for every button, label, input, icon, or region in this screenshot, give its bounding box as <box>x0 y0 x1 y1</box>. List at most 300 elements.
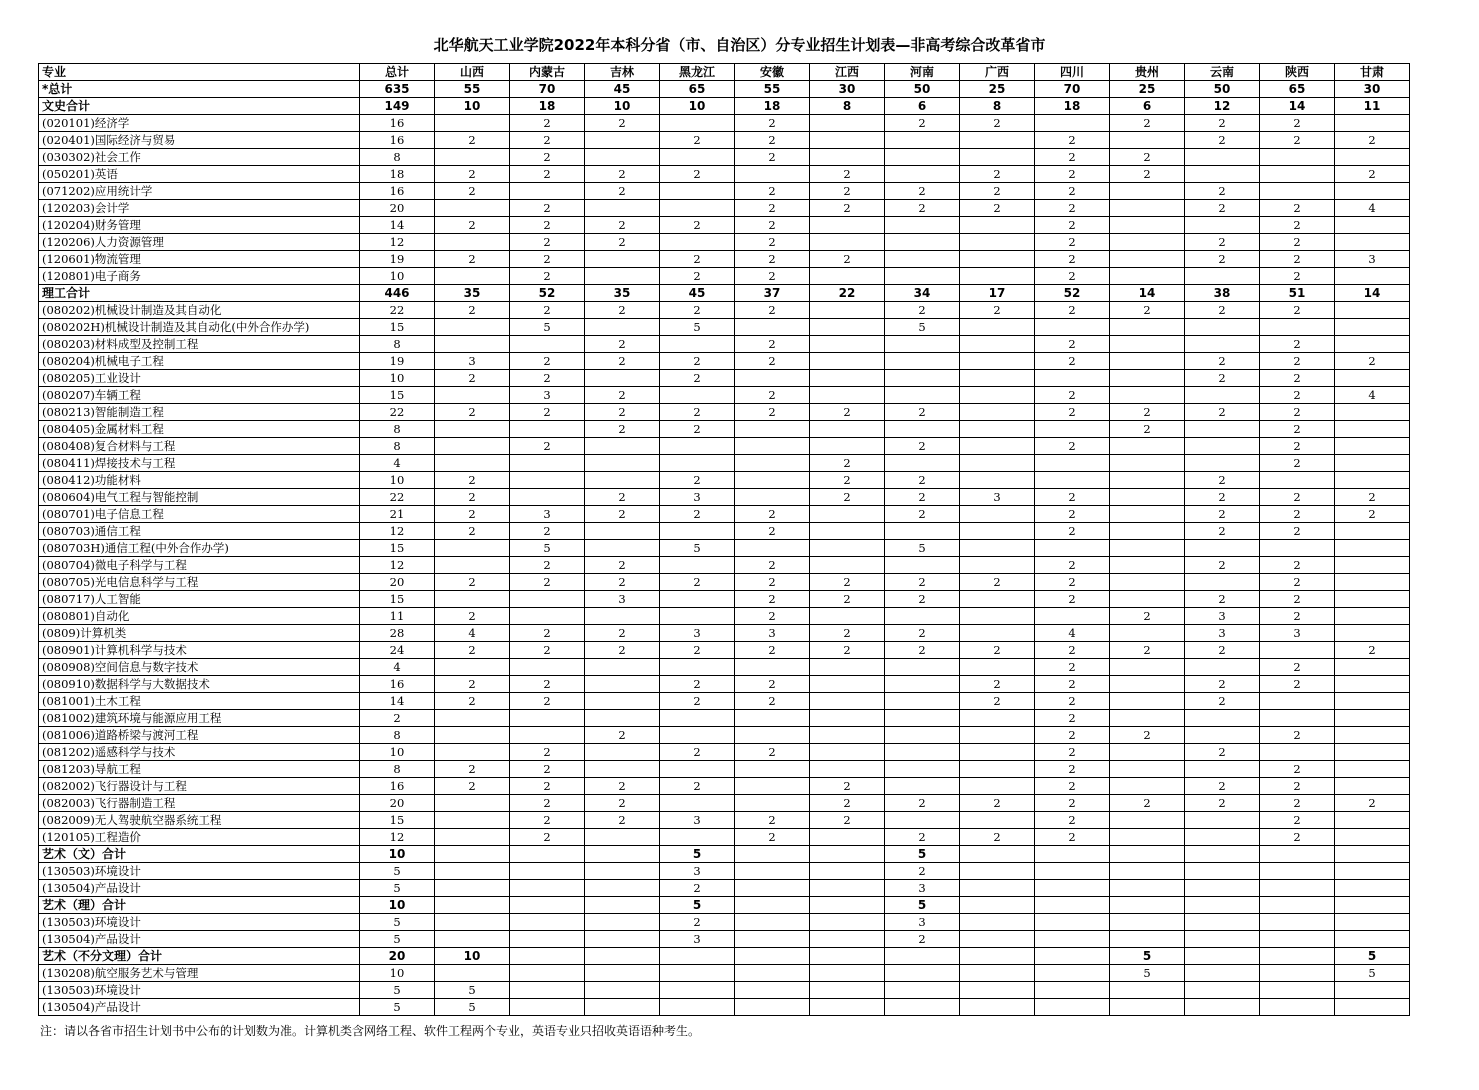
table-row <box>39 557 1410 574</box>
quota-cell <box>810 149 885 166</box>
quota-cell <box>810 982 885 999</box>
quota-cell: 5 <box>360 931 435 948</box>
quota-cell <box>735 982 810 999</box>
quota-cell <box>960 472 1035 489</box>
quota-cell: 2 <box>1260 574 1335 591</box>
quota-cell: 2 <box>1185 744 1260 761</box>
quota-cell: 30 <box>810 81 885 98</box>
quota-cell <box>1110 506 1185 523</box>
quota-cell <box>735 489 810 506</box>
quota-cell: 34 <box>885 285 960 302</box>
quota-cell <box>735 931 810 948</box>
table-row <box>39 676 1410 693</box>
quota-cell <box>585 693 660 710</box>
quota-cell: 2 <box>735 149 810 166</box>
quota-cell <box>735 965 810 982</box>
major-name-cell: (080203)材料成型及控制工程 <box>39 336 360 353</box>
quota-cell <box>435 115 510 132</box>
quota-cell <box>960 948 1035 965</box>
major-name-cell: *总计 <box>39 81 360 98</box>
quota-cell: 3 <box>435 353 510 370</box>
header-cell: 安徽 <box>735 64 810 81</box>
table-row <box>39 659 1410 676</box>
quota-cell: 2 <box>585 217 660 234</box>
quota-cell <box>810 693 885 710</box>
quota-cell: 8 <box>360 149 435 166</box>
quota-cell <box>510 982 585 999</box>
major-name-cell: (080703)通信工程 <box>39 523 360 540</box>
quota-cell: 15 <box>360 591 435 608</box>
subtotal-row <box>39 948 1410 965</box>
quota-cell <box>1335 591 1410 608</box>
table-row <box>39 914 1410 931</box>
quota-cell: 14 <box>360 693 435 710</box>
major-name-cell: (120601)物流管理 <box>39 251 360 268</box>
quota-cell: 2 <box>510 115 585 132</box>
quota-cell: 2 <box>660 370 735 387</box>
quota-cell <box>960 217 1035 234</box>
header-cell: 总计 <box>360 64 435 81</box>
quota-cell: 2 <box>960 574 1035 591</box>
quota-cell <box>585 982 660 999</box>
quota-cell <box>1185 829 1260 846</box>
quota-cell: 2 <box>960 795 1035 812</box>
quota-cell: 4 <box>1335 200 1410 217</box>
quota-cell <box>960 149 1035 166</box>
quota-cell: 2 <box>810 166 885 183</box>
quota-cell: 2 <box>1110 166 1185 183</box>
quota-cell <box>510 846 585 863</box>
quota-cell <box>1110 319 1185 336</box>
quota-cell: 2 <box>1035 404 1110 421</box>
quota-cell <box>960 727 1035 744</box>
quota-cell <box>585 438 660 455</box>
quota-cell: 2 <box>735 693 810 710</box>
quota-cell <box>1260 931 1335 948</box>
quota-cell: 2 <box>510 370 585 387</box>
table-row <box>39 234 1410 251</box>
major-name-cell: (080703H)通信工程(中外合作办学) <box>39 540 360 557</box>
quota-cell <box>810 676 885 693</box>
quota-cell <box>1035 948 1110 965</box>
quota-cell <box>435 744 510 761</box>
quota-cell: 5 <box>1335 948 1410 965</box>
quota-cell: 2 <box>435 217 510 234</box>
quota-cell: 2 <box>735 200 810 217</box>
quota-cell <box>1110 914 1185 931</box>
quota-cell: 635 <box>360 81 435 98</box>
quota-cell <box>1335 115 1410 132</box>
table-row <box>39 778 1410 795</box>
major-name-cell: (030302)社会工作 <box>39 149 360 166</box>
quota-cell: 2 <box>735 608 810 625</box>
quota-cell <box>810 319 885 336</box>
quota-cell <box>660 795 735 812</box>
quota-cell: 5 <box>360 914 435 931</box>
table-row <box>39 608 1410 625</box>
quota-cell <box>1110 693 1185 710</box>
quota-cell <box>810 999 885 1016</box>
major-name-cell: (130503)环境设计 <box>39 982 360 999</box>
quota-cell: 2 <box>960 676 1035 693</box>
quota-cell <box>735 540 810 557</box>
quota-cell <box>735 455 810 472</box>
quota-cell: 2 <box>735 217 810 234</box>
quota-cell <box>1260 880 1335 897</box>
quota-cell: 14 <box>1110 285 1185 302</box>
quota-cell <box>885 608 960 625</box>
quota-cell: 446 <box>360 285 435 302</box>
table-row <box>39 625 1410 642</box>
quota-cell: 2 <box>1035 489 1110 506</box>
quota-cell: 2 <box>660 574 735 591</box>
quota-cell <box>1260 982 1335 999</box>
quota-cell <box>1260 183 1335 200</box>
quota-cell: 2 <box>1260 557 1335 574</box>
quota-cell <box>435 455 510 472</box>
quota-cell: 3 <box>1185 625 1260 642</box>
quota-cell <box>435 387 510 404</box>
major-name-cell: (071202)应用统计学 <box>39 183 360 200</box>
quota-cell <box>660 659 735 676</box>
quota-cell <box>585 455 660 472</box>
quota-cell: 2 <box>810 404 885 421</box>
quota-cell: 2 <box>585 404 660 421</box>
header-cell: 江西 <box>810 64 885 81</box>
quota-cell <box>885 557 960 574</box>
quota-cell <box>1110 880 1185 897</box>
table-row <box>39 795 1410 812</box>
quota-cell <box>1335 472 1410 489</box>
quota-cell: 2 <box>1110 421 1185 438</box>
quota-cell: 2 <box>585 336 660 353</box>
quota-cell: 18 <box>735 98 810 115</box>
quota-cell: 8 <box>360 727 435 744</box>
quota-cell: 17 <box>960 285 1035 302</box>
quota-cell <box>1335 710 1410 727</box>
quota-cell <box>1260 965 1335 982</box>
quota-cell <box>885 353 960 370</box>
quota-cell: 2 <box>435 489 510 506</box>
quota-cell <box>735 659 810 676</box>
quota-cell: 2 <box>660 642 735 659</box>
quota-cell <box>1335 149 1410 166</box>
quota-cell: 2 <box>1110 302 1185 319</box>
quota-cell: 2 <box>885 625 960 642</box>
quota-cell: 3 <box>660 625 735 642</box>
major-name-cell: (130208)航空服务艺术与管理 <box>39 965 360 982</box>
quota-cell <box>885 251 960 268</box>
quota-cell <box>585 676 660 693</box>
quota-cell: 2 <box>1035 659 1110 676</box>
quota-cell <box>885 659 960 676</box>
quota-cell: 2 <box>1035 438 1110 455</box>
quota-cell <box>810 829 885 846</box>
major-name-cell: (120203)会计学 <box>39 200 360 217</box>
table-row <box>39 183 1410 200</box>
quota-cell <box>885 965 960 982</box>
table-row <box>39 591 1410 608</box>
quota-cell <box>1110 710 1185 727</box>
quota-cell: 16 <box>360 778 435 795</box>
quota-cell <box>885 132 960 149</box>
quota-cell <box>810 353 885 370</box>
table-row <box>39 829 1410 846</box>
quota-cell <box>1335 761 1410 778</box>
quota-cell: 2 <box>1260 778 1335 795</box>
quota-cell <box>660 727 735 744</box>
quota-cell <box>960 744 1035 761</box>
quota-cell: 65 <box>1260 81 1335 98</box>
quota-cell: 14 <box>360 217 435 234</box>
quota-cell <box>810 659 885 676</box>
quota-cell: 5 <box>510 540 585 557</box>
quota-cell <box>435 897 510 914</box>
table-row <box>39 251 1410 268</box>
quota-cell <box>1185 438 1260 455</box>
quota-cell: 12 <box>360 829 435 846</box>
quota-cell: 5 <box>885 846 960 863</box>
quota-cell: 2 <box>1185 183 1260 200</box>
quota-cell <box>585 523 660 540</box>
quota-cell: 2 <box>1035 336 1110 353</box>
quota-cell <box>585 200 660 217</box>
quota-cell: 3 <box>1335 251 1410 268</box>
quota-cell: 5 <box>1335 965 1410 982</box>
quota-cell: 2 <box>435 370 510 387</box>
quota-cell: 2 <box>735 642 810 659</box>
enrollment-plan-table <box>38 63 1410 1016</box>
quota-cell: 2 <box>735 506 810 523</box>
quota-cell: 2 <box>1335 795 1410 812</box>
quota-cell: 2 <box>735 591 810 608</box>
quota-cell: 2 <box>660 880 735 897</box>
quota-cell <box>960 965 1035 982</box>
quota-cell <box>735 914 810 931</box>
table-row <box>39 727 1410 744</box>
quota-cell: 2 <box>585 115 660 132</box>
quota-cell <box>1335 812 1410 829</box>
quota-cell: 2 <box>1035 795 1110 812</box>
quota-cell <box>960 540 1035 557</box>
quota-cell <box>510 710 585 727</box>
quota-cell: 2 <box>1260 353 1335 370</box>
table-row <box>39 200 1410 217</box>
table-row <box>39 353 1410 370</box>
quota-cell <box>585 659 660 676</box>
quota-cell <box>960 591 1035 608</box>
quota-cell: 2 <box>1035 829 1110 846</box>
table-row <box>39 931 1410 948</box>
quota-cell <box>435 829 510 846</box>
major-name-cell: (080705)光电信息科学与工程 <box>39 574 360 591</box>
quota-cell <box>960 812 1035 829</box>
quota-cell: 2 <box>1335 166 1410 183</box>
quota-cell <box>660 438 735 455</box>
quota-cell <box>435 710 510 727</box>
quota-cell: 2 <box>1260 438 1335 455</box>
header-cell: 广西 <box>960 64 1035 81</box>
quota-cell <box>1035 455 1110 472</box>
quota-cell <box>1335 404 1410 421</box>
table-row <box>39 132 1410 149</box>
quota-cell: 5 <box>360 982 435 999</box>
quota-cell: 2 <box>735 115 810 132</box>
major-name-cell: 艺术（文）合计 <box>39 846 360 863</box>
quota-cell: 2 <box>1335 506 1410 523</box>
quota-cell: 2 <box>660 217 735 234</box>
quota-cell <box>1035 999 1110 1016</box>
quota-cell: 2 <box>1035 149 1110 166</box>
quota-cell: 50 <box>1185 81 1260 98</box>
quota-cell <box>1185 761 1260 778</box>
quota-cell: 2 <box>510 217 585 234</box>
quota-cell: 2 <box>510 353 585 370</box>
quota-cell: 3 <box>660 812 735 829</box>
quota-cell: 2 <box>960 183 1035 200</box>
major-name-cell: (080202H)机械设计制造及其自动化(中外合作办学) <box>39 319 360 336</box>
quota-cell: 2 <box>735 557 810 574</box>
quota-cell: 5 <box>1110 948 1185 965</box>
quota-cell: 2 <box>1035 591 1110 608</box>
quota-cell: 2 <box>585 778 660 795</box>
table-row <box>39 744 1410 761</box>
quota-cell <box>1035 982 1110 999</box>
quota-cell <box>1335 574 1410 591</box>
header-cell: 云南 <box>1185 64 1260 81</box>
quota-cell: 2 <box>660 353 735 370</box>
quota-cell <box>510 948 585 965</box>
quota-cell: 2 <box>1110 404 1185 421</box>
quota-cell <box>960 625 1035 642</box>
quota-cell <box>1110 676 1185 693</box>
quota-cell: 2 <box>1260 523 1335 540</box>
quota-cell: 2 <box>1185 693 1260 710</box>
quota-cell <box>660 523 735 540</box>
quota-cell: 2 <box>435 676 510 693</box>
quota-cell: 2 <box>1035 268 1110 285</box>
quota-cell <box>960 404 1035 421</box>
quota-cell: 2 <box>660 268 735 285</box>
quota-cell: 45 <box>585 81 660 98</box>
quota-cell <box>960 268 1035 285</box>
quota-cell: 2 <box>1260 387 1335 404</box>
quota-cell <box>1335 846 1410 863</box>
quota-cell <box>960 880 1035 897</box>
quota-cell: 55 <box>735 81 810 98</box>
quota-cell: 2 <box>885 642 960 659</box>
major-name-cell: (130503)环境设计 <box>39 863 360 880</box>
quota-cell: 2 <box>1035 387 1110 404</box>
quota-cell <box>1185 812 1260 829</box>
quota-cell <box>885 761 960 778</box>
quota-cell <box>510 608 585 625</box>
quota-cell <box>585 744 660 761</box>
quota-cell: 2 <box>885 404 960 421</box>
table-row <box>39 506 1410 523</box>
quota-cell: 2 <box>735 268 810 285</box>
quota-cell: 2 <box>1035 200 1110 217</box>
quota-cell <box>1335 897 1410 914</box>
quota-cell <box>510 421 585 438</box>
subtotal-row <box>39 98 1410 115</box>
quota-cell: 52 <box>510 285 585 302</box>
quota-cell: 2 <box>585 421 660 438</box>
quota-cell <box>660 115 735 132</box>
quota-cell <box>1110 863 1185 880</box>
quota-cell: 2 <box>1260 591 1335 608</box>
quota-cell <box>1335 914 1410 931</box>
quota-cell <box>660 591 735 608</box>
quota-cell: 2 <box>1185 506 1260 523</box>
quota-cell <box>435 149 510 166</box>
major-name-cell: (120105)工程造价 <box>39 829 360 846</box>
quota-cell: 10 <box>360 744 435 761</box>
quota-cell: 2 <box>1185 251 1260 268</box>
quota-cell: 3 <box>885 880 960 897</box>
quota-cell: 2 <box>435 506 510 523</box>
quota-cell <box>510 591 585 608</box>
major-name-cell: (080408)复合材料与工程 <box>39 438 360 455</box>
quota-cell: 2 <box>810 251 885 268</box>
quota-cell: 16 <box>360 115 435 132</box>
quota-cell: 2 <box>585 234 660 251</box>
quota-cell: 2 <box>510 642 585 659</box>
quota-cell <box>735 897 810 914</box>
table-row <box>39 693 1410 710</box>
quota-cell: 2 <box>735 812 810 829</box>
quota-cell <box>810 217 885 234</box>
quota-cell: 2 <box>510 251 585 268</box>
quota-cell <box>1185 880 1260 897</box>
quota-cell <box>585 608 660 625</box>
table-row <box>39 965 1410 982</box>
quota-cell <box>735 166 810 183</box>
header-cell: 内蒙古 <box>510 64 585 81</box>
quota-cell <box>1035 608 1110 625</box>
quota-cell <box>435 931 510 948</box>
table-header-row <box>39 64 1410 81</box>
major-name-cell: (0809)计算机类 <box>39 625 360 642</box>
quota-cell <box>585 846 660 863</box>
quota-cell: 2 <box>1260 251 1335 268</box>
quota-cell: 2 <box>1260 761 1335 778</box>
quota-cell: 8 <box>360 761 435 778</box>
quota-cell: 2 <box>1260 812 1335 829</box>
table-row <box>39 999 1410 1016</box>
quota-cell: 2 <box>435 183 510 200</box>
quota-cell <box>660 149 735 166</box>
quota-cell: 2 <box>510 302 585 319</box>
quota-cell <box>960 846 1035 863</box>
table-row <box>39 115 1410 132</box>
quota-cell: 2 <box>1260 455 1335 472</box>
quota-cell <box>735 863 810 880</box>
quota-cell <box>435 200 510 217</box>
quota-cell <box>435 268 510 285</box>
quota-cell <box>1260 948 1335 965</box>
quota-cell: 2 <box>585 642 660 659</box>
quota-cell: 10 <box>585 98 660 115</box>
quota-cell: 2 <box>1035 302 1110 319</box>
quota-cell: 2 <box>660 744 735 761</box>
quota-cell <box>885 744 960 761</box>
quota-cell: 11 <box>1335 98 1410 115</box>
quota-cell <box>1110 761 1185 778</box>
quota-cell: 2 <box>885 863 960 880</box>
quota-cell <box>1110 829 1185 846</box>
quota-cell: 14 <box>1260 98 1335 115</box>
